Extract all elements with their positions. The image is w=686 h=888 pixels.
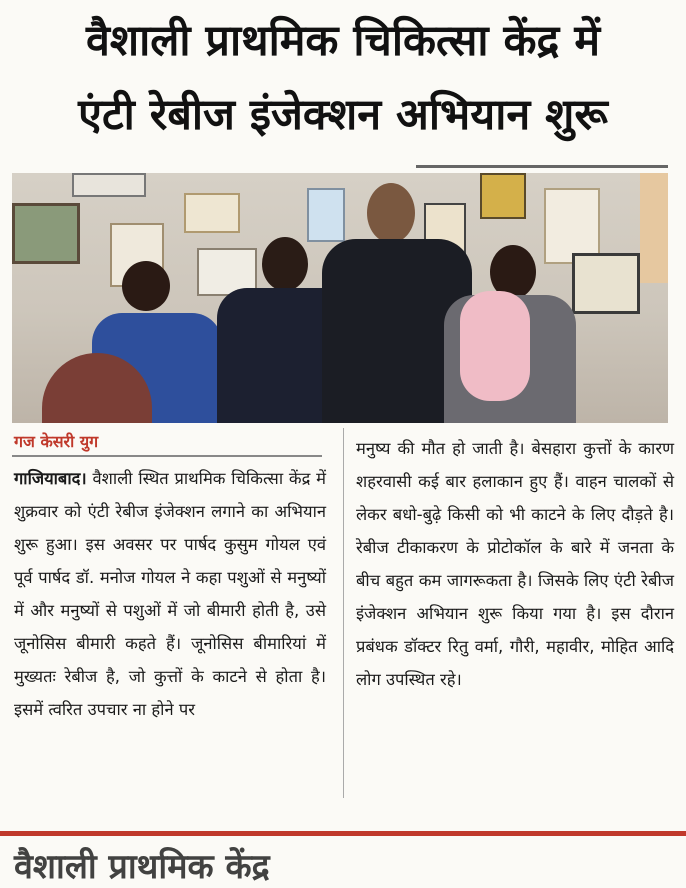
- next-headline: वैशाली प्राथमिक केंद्र: [14, 847, 270, 887]
- column-divider: [343, 428, 344, 798]
- article-column-1: [14, 462, 326, 726]
- headline-line-1: वैशाली प्राथमिक चिकित्सा केंद्र में: [85, 16, 601, 66]
- dateline: गाजियाबाद।: [14, 469, 87, 488]
- article-column-2: [356, 432, 674, 696]
- byline-rule: [12, 455, 322, 457]
- news-photo: [12, 173, 668, 423]
- article-text-1: वैशाली स्थित प्राथमिक चिकित्सा केंद्र में शुक्रवार को एंटी रेबीज इंजेक्शन लगाने का अभियान शुरू हुआ। इस अवसर पर पार्षद कुसुम गोयल एवं पूर्व पार्षद डॉ. मनोज गोयल ने कहा पशुओं से मनुष्यों में और मनुष्यों से पशुओं में जो बीमारी होती है, उसे जूनोसिस बीमारी कहते हैं। जूनोसिस बीमारियां में मुख्यतः रेबीज है, जो कुत्तों के काटने से होता है। इसमें त्वरित उपचार ना होने पर: [14, 469, 326, 719]
- headline-line-2: एंटी रेबीज इंजेक्शन अभियान शुरू: [78, 90, 608, 140]
- bottom-bar: [0, 831, 686, 836]
- headline-rule: [416, 165, 668, 168]
- headline: [0, 4, 686, 152]
- byline: गज केसरी युग: [14, 432, 99, 451]
- article-text-2: मनुष्य की मौत हो जाती है। बेसहारा कुत्तों के कारण शहरवासी कई बार हलाकान हुए हैं। वाहन चालकों से लेकर बधो-बुढ़े किसी को भी काटने के लिए दौड़ते है। रेबीज टीकाकरण के प्रोटोकॉल के बारे में जनता के बीच बहुत कम जागरूकता है। जिसके लिए एंटी रेबीज इंजेक्शन अभियान शुरू किया गया है। इस दौरान प्रबंधक डॉक्टर रितु वर्मा, गौरी, महावीर, मोहित आदि लोग उपस्थित रहे।: [356, 439, 674, 689]
